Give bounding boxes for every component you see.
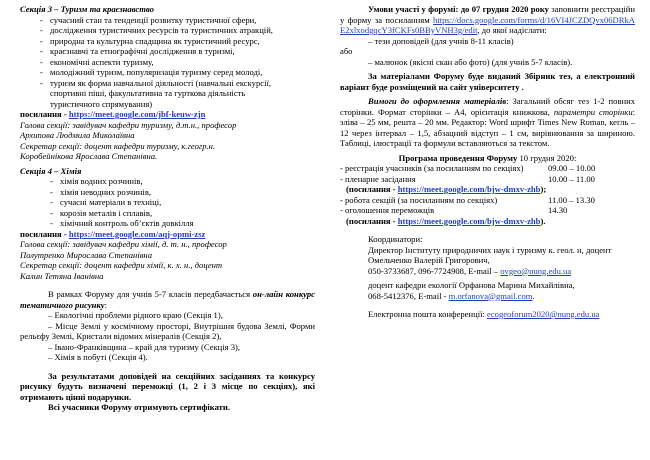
link-close: ); bbox=[540, 184, 547, 194]
coordinators bbox=[340, 234, 635, 320]
coordinators-label: Координатори: bbox=[368, 234, 423, 244]
program-row bbox=[340, 174, 635, 185]
conference-email-link[interactable]: ecogeoforum2020@nung.edu.ua bbox=[487, 309, 600, 319]
contest-topic: – Хімія в побуті (Секція 4). bbox=[48, 352, 148, 362]
section-4-secretary-name: Калин Тетяна Іванівна bbox=[20, 270, 104, 281]
link-close: ). bbox=[540, 215, 546, 226]
program-time: 11.00 – 13.30 bbox=[548, 194, 595, 205]
page-params-label: параметри сторінки bbox=[553, 106, 633, 117]
link-label: посилання - bbox=[20, 109, 69, 119]
plenary-meet-link[interactable]: https://meet.google.com/bjw-dmxv-zhb bbox=[397, 184, 541, 194]
section-4-head: Голова секції: завідувач кафедри хімії, д. т. н., професор bbox=[20, 239, 227, 249]
requirements-text-2: : зліва – 25 мм, решта – 20 мм. Редактор: Word шрифт Times New Roman, кегль – 12 через інтервал – 1,5, абзацний відступ – 1 см, вирівнювання за шириною. Таблиці, ілюстрації та формули вставляються за текстом. bbox=[340, 106, 636, 148]
section-3-secretary-name: Коробейнікова Ярослава Степанівна. bbox=[20, 151, 158, 161]
program-time: 10.00 – 11.00 bbox=[548, 173, 595, 184]
coordinator-1-phone: 050-3733687, 096-7724908, E-mail – bbox=[368, 265, 501, 276]
program-title-bold: Програма проведення Форуму bbox=[398, 152, 518, 163]
section-4-link-line bbox=[20, 229, 315, 240]
coordinator-2-end: . bbox=[532, 290, 535, 301]
section-3-head: Голова секції: завідувач кафедри туризму, д.т.н., професор bbox=[20, 119, 237, 130]
program-time: 14.30 bbox=[548, 205, 568, 215]
section-3-head-name: Архипова Людмила Миколаївна bbox=[20, 130, 135, 140]
link-label: посилання - bbox=[20, 228, 69, 239]
coordinator-2: доцент кафедри екології Орфанова Марина Михайлівна, bbox=[368, 280, 575, 290]
contest-topics bbox=[20, 310, 315, 363]
list-item: туристичного спрямування) bbox=[50, 98, 153, 109]
section-3-secretary: Секретар секції: доцент кафедри туризму, к.геогр.н. bbox=[20, 140, 216, 151]
program-item: - реєстрація учасників (за посиланням по секціях) bbox=[340, 163, 524, 173]
list-item: спортивні піші, факультативна та гурткова діяльність bbox=[50, 88, 246, 98]
list-item: - краєзнавчі та етнографічні дослідження в туризмі, bbox=[40, 46, 315, 57]
publication-note: За матеріалами Форуму буде виданий Збірник тез, а електронний варіант буде розміщений на сайт університету . bbox=[340, 71, 635, 92]
coordinator-2-email-link[interactable]: m.orfanova@gmail.com bbox=[448, 290, 533, 301]
contest-name: он-лайн конкурс тематичного рисунку bbox=[20, 289, 315, 310]
list-item: - хімічний контроль об’єктів довкілля bbox=[50, 218, 315, 229]
coordinator-1: Директор Інституту природничих наук і туризму к. геол. н, доцент Омельченко Валерій Григорович, bbox=[368, 244, 612, 265]
coordinator-1-contacts bbox=[368, 266, 635, 277]
coordinator-1-email-link[interactable]: ovgeo@nung.edu.ua bbox=[500, 265, 572, 276]
link-label: (посилання - bbox=[346, 184, 398, 194]
program-row bbox=[340, 163, 635, 174]
requirements-label: Вимоги до оформлення матеріалів bbox=[368, 96, 507, 106]
conference-email-line bbox=[368, 309, 635, 320]
list-item: - молодіжний туризм, популяризація туризму серед молоді, bbox=[40, 67, 315, 78]
list-item: - туризм як форма навчальної діяльності (навчальні екскурсії, bbox=[40, 78, 315, 89]
section-4-meet-link[interactable]: https://meet.google.com/aqj-opmi-zsz bbox=[68, 228, 206, 239]
condition-drawing: – малюнок (якісні скан або фото) (для учнів 5-7 класів). bbox=[368, 56, 573, 67]
plenary-link-line bbox=[340, 184, 635, 195]
section-4-head-name: Полутренко Мирослава Степанівна bbox=[20, 249, 152, 260]
list-item: - сучасний стан та тенденції розвитку туристичної сфери, bbox=[40, 15, 315, 26]
section-3-meet-link[interactable]: https://meet.google.com/jbf-keuw-zjn bbox=[68, 109, 206, 119]
program-time: 09.00 – 10.00 bbox=[548, 163, 596, 173]
list-item: - природна та культурна спадщина як туристичний ресурс, bbox=[40, 36, 315, 47]
right-column bbox=[340, 4, 635, 320]
section-4-topics bbox=[20, 176, 315, 229]
contest-topic: – Івано-Франківщина – край для туризму (Секція 3), bbox=[48, 341, 241, 352]
final-link-line bbox=[340, 216, 635, 227]
participation-conditions bbox=[340, 4, 635, 36]
program-item: - пленарне засідання bbox=[340, 173, 416, 184]
conditions-text: заповнити реєстраційну форму за посиланням bbox=[340, 4, 635, 25]
coordinator-2-phone: 068-5412376, E-mail - bbox=[368, 290, 449, 301]
contest-topic: – Екологічні проблеми рідного краю (Секція 1), bbox=[48, 310, 223, 320]
program-item: - робота секцій (за посиланням по секціях) bbox=[340, 194, 498, 205]
list-item: - хімія неводних розчинів, bbox=[50, 187, 315, 198]
contest-topic: – Місце Землі у космічному просторі, Внутрішня будова Землі, Форми рельєфу Землі, Кристали відомих мінералів (Секція 2), bbox=[20, 320, 315, 341]
program-row bbox=[340, 205, 635, 216]
left-column bbox=[20, 4, 315, 413]
conditions-tail: , до якої надіслати: bbox=[477, 25, 547, 35]
conference-email-label: Електронна пошта конференції: bbox=[368, 309, 488, 319]
program-date: 10 грудня 2020: bbox=[517, 152, 577, 163]
coordinator-2-contacts bbox=[368, 291, 635, 302]
condition-or: або bbox=[340, 46, 353, 56]
link-label: (посилання - bbox=[346, 215, 398, 226]
certificates-note: Всі учасники Форуму отримують сертифікати. bbox=[48, 402, 230, 412]
section-3-title: Секція 3 – Туризм та краєзнавство bbox=[20, 4, 154, 14]
final-meet-link[interactable]: https://meet.google.com/bjw-dmxv-zhb bbox=[397, 215, 541, 226]
program-title bbox=[340, 153, 635, 164]
list-item: - корозія металів і сплавів, bbox=[50, 208, 315, 219]
list-item: - дослідження туристичних ресурсів та туристичних атракцій, bbox=[40, 25, 315, 36]
program-row bbox=[340, 195, 635, 206]
contest-intro bbox=[20, 289, 315, 310]
registration-form-link[interactable]: https://docs.google.com/forms/d/16VI4JCZDQvx06DRkAE2xlxodgqcY3fCKFs0BByVNH3g/edit bbox=[340, 14, 635, 35]
section-3-topics bbox=[20, 15, 315, 110]
conditions-heading: Умови участі у форумі: до 07 грудня 2020 року bbox=[368, 4, 549, 14]
requirements-paragraph bbox=[340, 96, 635, 149]
contest-intro-colon: : bbox=[104, 299, 107, 310]
program-item: - оголошення переможців bbox=[340, 205, 435, 215]
list-item: - хімія водних розчинів, bbox=[50, 176, 315, 187]
section-3-link-line bbox=[20, 109, 315, 120]
contest-intro-text: В рамках Форуму для учнів 5-7 класів передбачається bbox=[48, 289, 253, 299]
list-item: - економічні аспекти туризму, bbox=[40, 57, 315, 68]
list-item: - сучасні матеріали в техніці, bbox=[50, 197, 315, 208]
results-paragraph: За результатами доповідей на секційних засіданнях та конкурсу рисунку будуть визначені переможці (1, 2 і 3 місце по секціях), які отримають цінні подарунки. bbox=[20, 370, 315, 402]
section-4-secretary: Секретар секції: доцент кафедри хімії, к. х. н., доцент bbox=[20, 260, 223, 270]
requirements-text: : Загальний обсяг тез 1-2 повних сторінки. Формат сторінки – А4, орієнтація книжкова, bbox=[340, 96, 635, 117]
condition-theses: – тези доповідей (для учнів 8-11 класів) bbox=[368, 35, 514, 46]
section-4-title: Секція 4 – Хімія bbox=[20, 165, 82, 176]
